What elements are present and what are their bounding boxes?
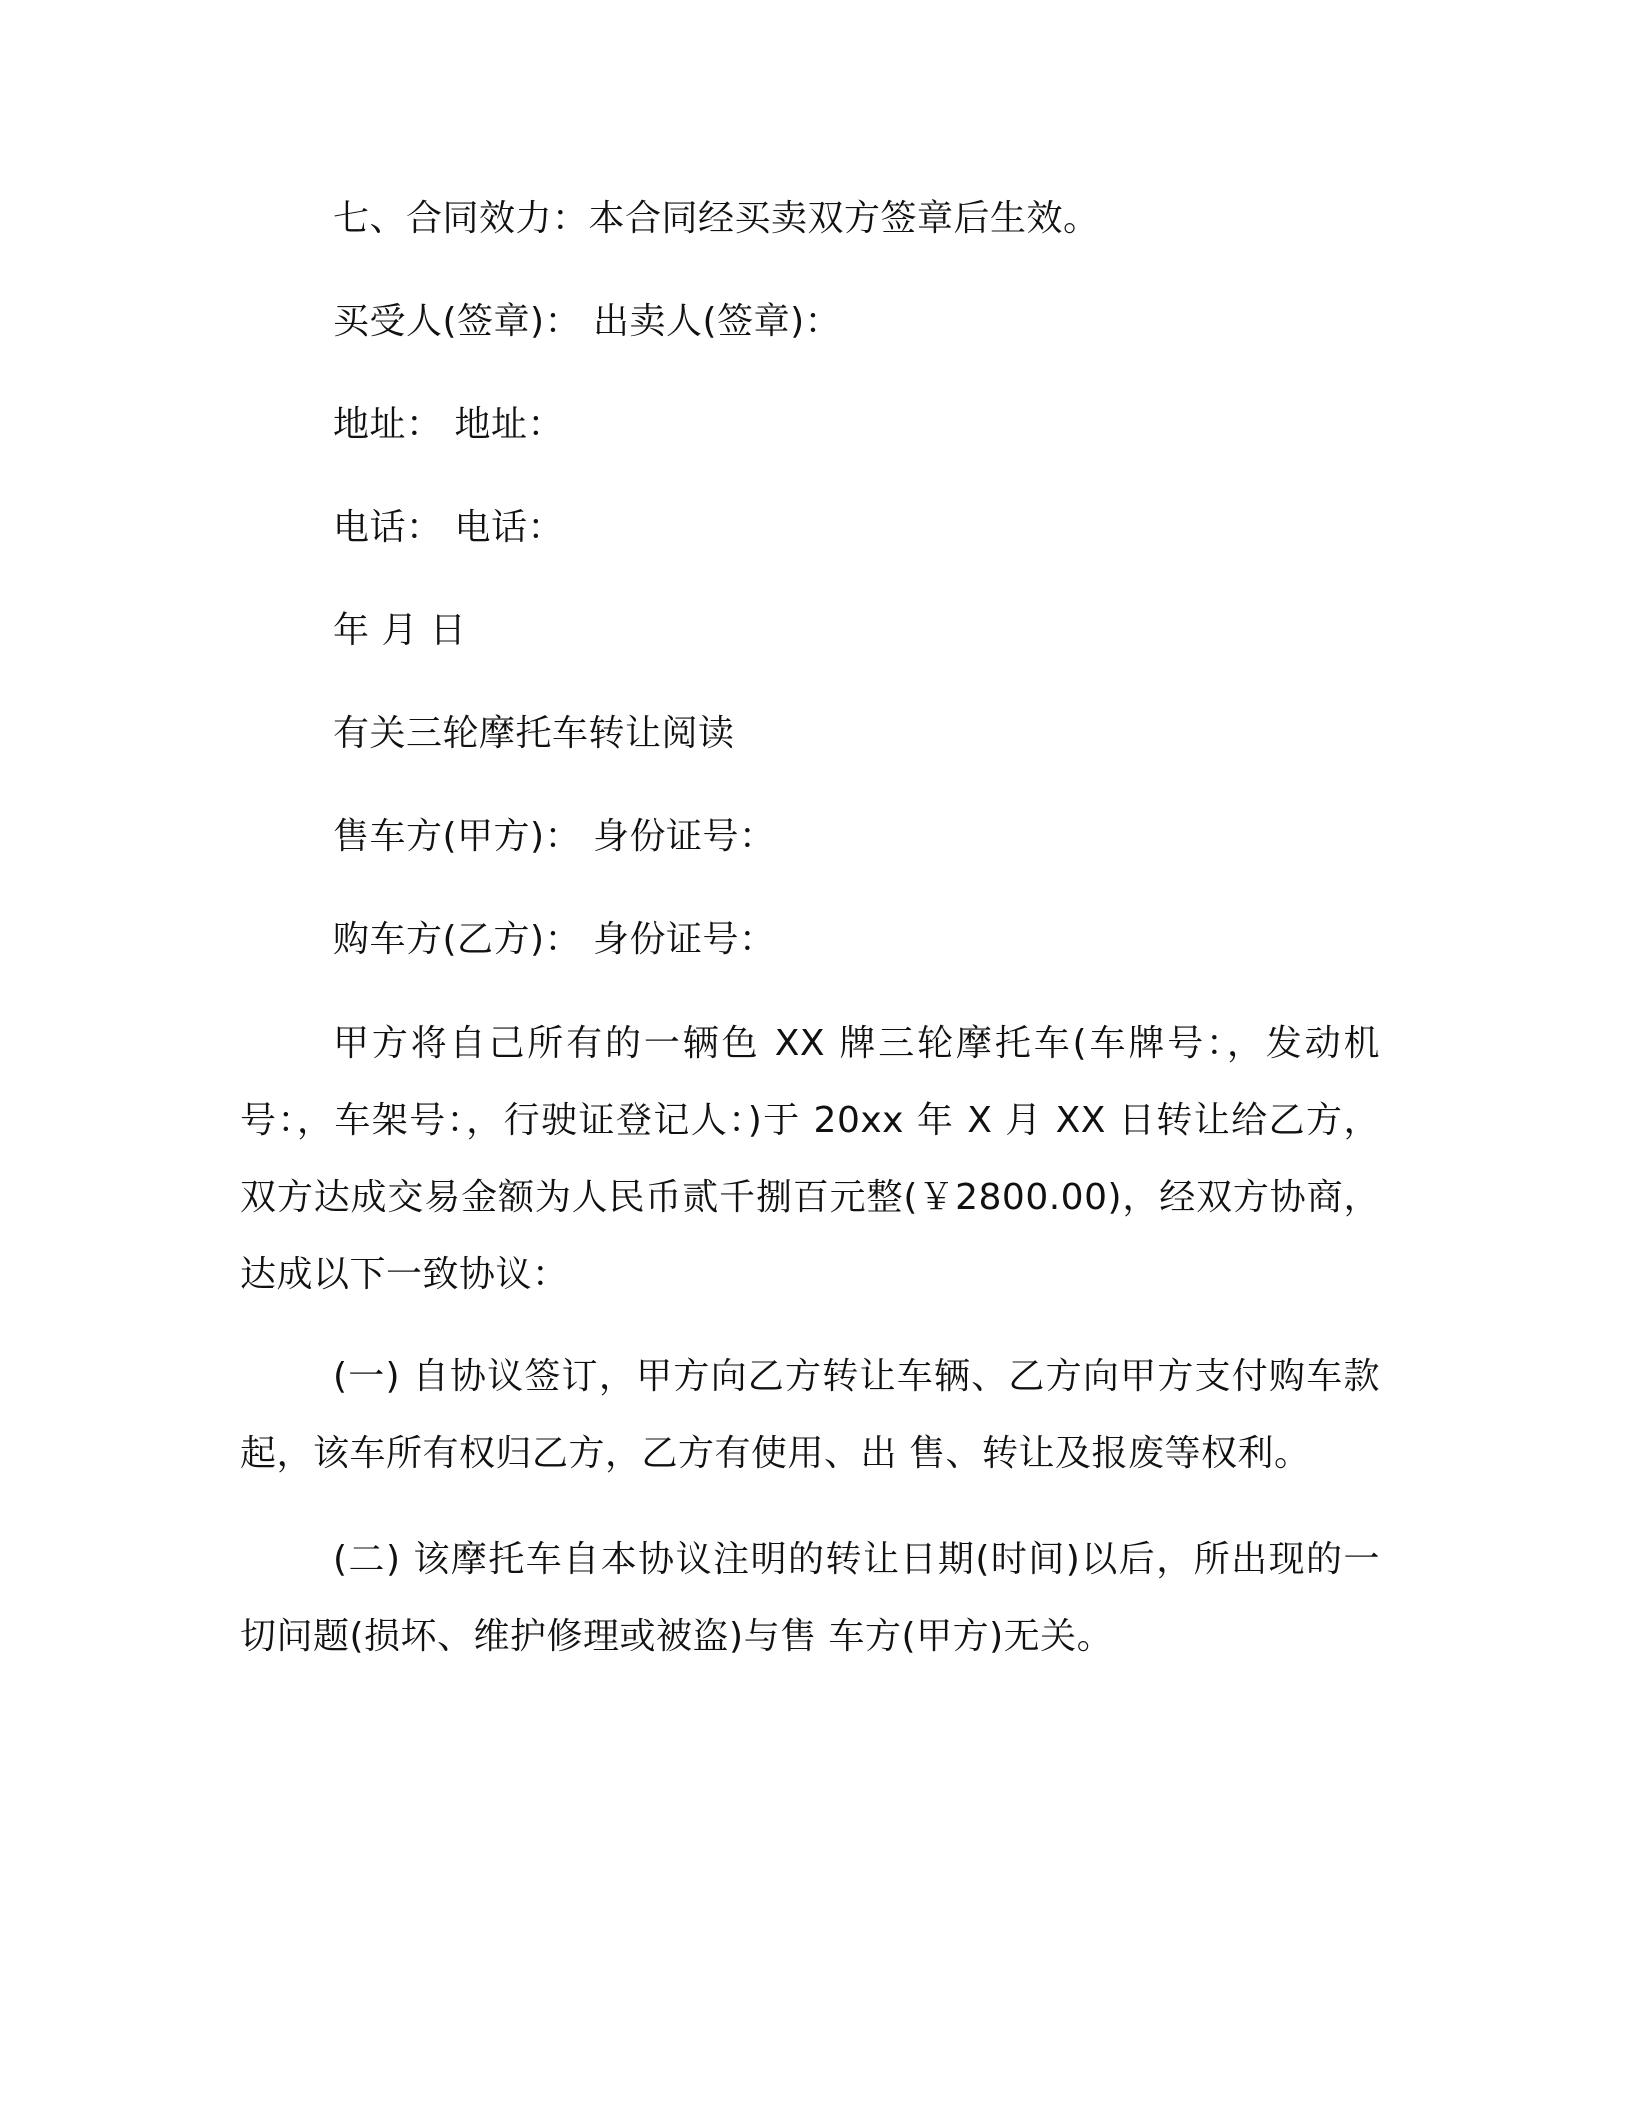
signature-line: 买受人(签章)： 出卖人(签章)： (333, 301, 842, 342)
transfer-paragraph: 甲方将自己所有的一辆色 XX 牌三轮摩托车(车牌号：，发动机号：，车架号：，行驶证登记人：)于 20xx 年 X 月 XX 日转让给乙方，双方达成交易金额为人民币贰千捌百元整(￥2800.00)，经双方协商，达成以下一致协议： (240, 1023, 1380, 1295)
seller-line: 售车方(甲方)： 身份证号： (333, 816, 776, 857)
section-title: 有关三轮摩托车转让阅读 (333, 713, 735, 754)
agreement-item-2: (二) 该摩托车自本协议注明的转让日期(时间)以后，所出现的一切问题(损坏、维护修理或被盗)与售 车方(甲方)无关。 (240, 1539, 1380, 1657)
phone-line: 电话： 电话： (333, 507, 564, 548)
agreement-item-1: (一) 自协议签订，甲方向乙方转让车辆、乙方向甲方支付购车款起，该车所有权归乙方，乙方有使用、出 售、转让及报废等权利。 (240, 1356, 1380, 1474)
buyer-line: 购车方(乙方)： 身份证号： (333, 919, 776, 960)
address-line: 地址： 地址： (333, 404, 564, 445)
date-line: 年 月 日 (333, 610, 467, 651)
clause-contract-effect: 七、合同效力：本合同经买卖双方签章后生效。 (333, 198, 1100, 239)
